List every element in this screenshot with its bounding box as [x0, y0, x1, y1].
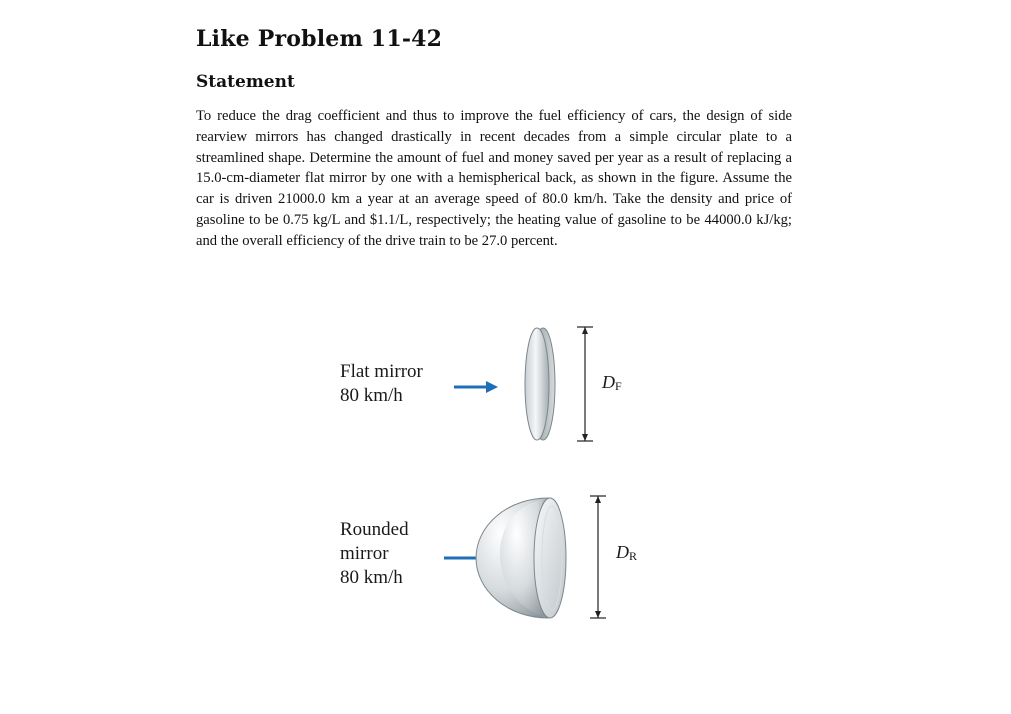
flat-diameter-label	[602, 372, 622, 394]
flat-mirror-speed: 80 km/h	[340, 385, 403, 406]
flat-flow-arrow	[454, 381, 498, 393]
flat-mirror-label-line1: Flat mirror	[340, 361, 423, 382]
page-title: Like Problem 11-42	[196, 26, 443, 52]
rounded-diameter-symbol: D	[616, 542, 629, 562]
rounded-mirror-speed: 80 km/h	[340, 567, 403, 588]
flat-mirror-disk	[525, 328, 555, 440]
flat-mirror-label	[340, 360, 423, 408]
rounded-dimension-line	[590, 496, 606, 618]
rounded-mirror-label	[340, 518, 409, 590]
flat-dimension-line	[577, 327, 593, 441]
rounded-diameter-label	[616, 542, 637, 564]
rounded-mirror-dome	[476, 498, 566, 618]
flat-diameter-symbol: D	[602, 372, 615, 392]
flat-diameter-subscript: F	[615, 379, 622, 393]
section-heading: Statement	[196, 72, 295, 92]
problem-statement: To reduce the drag coefficient and thus to improve the fuel efficiency of cars, the design of side rearview mirrors has changed drastically in recent decades from a simple circular plate to a streamlined shape. Determine the amount of fuel and money saved per year as a result of replacing a 15.0-cm-diameter flat mirror by one with a hemispherical back, as shown in the figure. Assume the car is driven 21000.0 km a year at an average speed of 80.0 km/h. Take the density and price of gasoline to be 0.75 kg/L and $1.1/L, respectively; the heating value of gasoline to be 44000.0 kJ/kg; and the overall efficiency of the drive train to be 27.0 percent.	[196, 108, 792, 249]
mirror-figure	[330, 320, 670, 620]
rounded-mirror-label-line2: mirror	[340, 543, 389, 564]
rounded-diameter-subscript: R	[629, 549, 638, 563]
rounded-mirror-label-line1: Rounded	[340, 519, 409, 540]
